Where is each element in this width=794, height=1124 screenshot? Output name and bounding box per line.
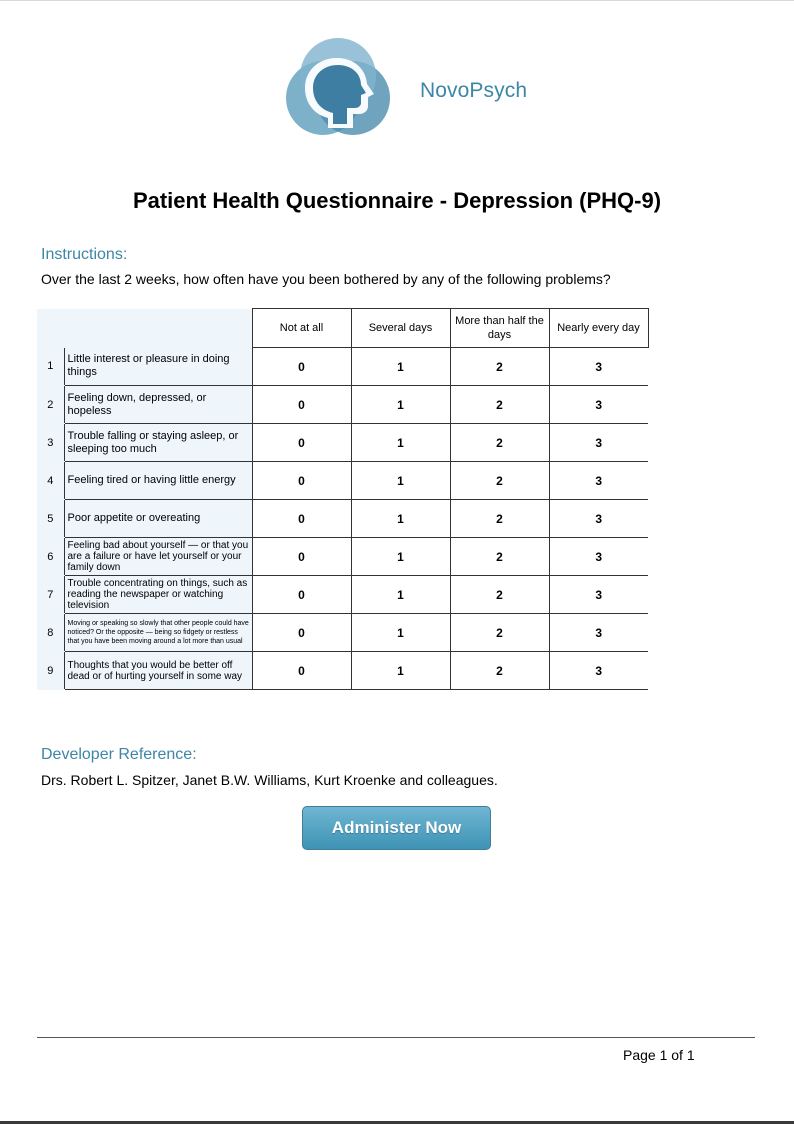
- score-value: 0: [252, 386, 351, 424]
- question-number: 4: [37, 462, 64, 500]
- score-value: 2: [450, 462, 549, 500]
- score-value: 1: [351, 538, 450, 576]
- question-text: Thoughts that you would be better off dead or of hurting yourself in some way: [64, 652, 252, 690]
- score-value: 1: [351, 348, 450, 386]
- score-value: 3: [549, 576, 648, 614]
- table-row: [37, 424, 648, 462]
- score-value: 3: [549, 538, 648, 576]
- question-text: Feeling tired or having little energy: [64, 462, 252, 500]
- score-value: 3: [549, 424, 648, 462]
- administer-now-button[interactable]: Administer Now: [302, 806, 491, 850]
- table-row: [37, 652, 648, 690]
- option-header: Several days: [351, 309, 450, 348]
- question-number: 7: [37, 576, 64, 614]
- question-number: 1: [37, 348, 64, 386]
- table-row: [37, 462, 648, 500]
- score-value: 3: [549, 614, 648, 652]
- instructions-heading: Instructions:: [41, 246, 128, 263]
- score-value: 3: [549, 652, 648, 690]
- developer-text: Drs. Robert L. Spitzer, Janet B.W. Williams, Kurt Kroenke and colleagues.: [41, 772, 498, 788]
- table-row: [37, 386, 648, 424]
- score-value: 2: [450, 424, 549, 462]
- question-number: 3: [37, 424, 64, 462]
- document-title: Patient Health Questionnaire - Depression (PHQ-9): [132, 188, 662, 213]
- score-value: 1: [351, 386, 450, 424]
- question-text: Trouble falling or staying asleep, or sleeping too much: [64, 424, 252, 462]
- instructions-text: Over the last 2 weeks, how often have you been bothered by any of the following problems?: [41, 271, 611, 287]
- phq9-table: [37, 308, 649, 690]
- score-value: 2: [450, 576, 549, 614]
- score-value: 1: [351, 652, 450, 690]
- table-header-row: [37, 309, 648, 348]
- score-value: 3: [549, 500, 648, 538]
- score-value: 2: [450, 500, 549, 538]
- score-value: 2: [450, 386, 549, 424]
- page-number: Page 1 of 1: [623, 1047, 695, 1063]
- option-header: Not at all: [252, 309, 351, 348]
- score-value: 0: [252, 348, 351, 386]
- question-text: Moving or speaking so slowly that other people could have noticed? Or the opposite — being so fidgety or restless that you have been moving around a lot more than usual: [64, 614, 252, 652]
- score-value: 2: [450, 538, 549, 576]
- score-value: 0: [252, 424, 351, 462]
- question-text: Trouble concentrating on things, such as reading the newspaper or watching television: [64, 576, 252, 614]
- score-value: 0: [252, 538, 351, 576]
- table-row: [37, 348, 648, 386]
- score-value: 3: [549, 348, 648, 386]
- developer-heading: Developer Reference:: [41, 746, 197, 763]
- question-number: 5: [37, 500, 64, 538]
- brand-name: NovoPsych: [420, 79, 528, 102]
- table-row: [37, 614, 648, 652]
- header-blank: [64, 309, 252, 348]
- question-number: 2: [37, 386, 64, 424]
- score-value: 0: [252, 462, 351, 500]
- score-value: 2: [450, 348, 549, 386]
- novopsych-logo-icon: [283, 36, 393, 140]
- table-row: [37, 576, 648, 614]
- question-number: 6: [37, 538, 64, 576]
- footer-divider: [37, 1037, 755, 1038]
- score-value: 1: [351, 500, 450, 538]
- score-value: 0: [252, 614, 351, 652]
- score-value: 3: [549, 386, 648, 424]
- score-value: 1: [351, 462, 450, 500]
- question-text: Feeling bad about yourself — or that you are a failure or have let yourself or your family down: [64, 538, 252, 576]
- score-value: 0: [252, 500, 351, 538]
- score-value: 1: [351, 576, 450, 614]
- score-value: 2: [450, 614, 549, 652]
- table-row: [37, 538, 648, 576]
- table-row: [37, 500, 648, 538]
- question-number: 9: [37, 652, 64, 690]
- question-number: 8: [37, 614, 64, 652]
- score-value: 1: [351, 424, 450, 462]
- option-header: Nearly every day: [549, 309, 648, 348]
- question-text: Feeling down, depressed, or hopeless: [64, 386, 252, 424]
- question-text: Little interest or pleasure in doing things: [64, 348, 252, 386]
- score-value: 0: [252, 576, 351, 614]
- option-header: More than half the days: [450, 309, 549, 348]
- score-value: 0: [252, 652, 351, 690]
- question-text: Poor appetite or overeating: [64, 500, 252, 538]
- score-value: 3: [549, 462, 648, 500]
- score-value: 1: [351, 614, 450, 652]
- header-blank: [37, 309, 64, 348]
- score-value: 2: [450, 652, 549, 690]
